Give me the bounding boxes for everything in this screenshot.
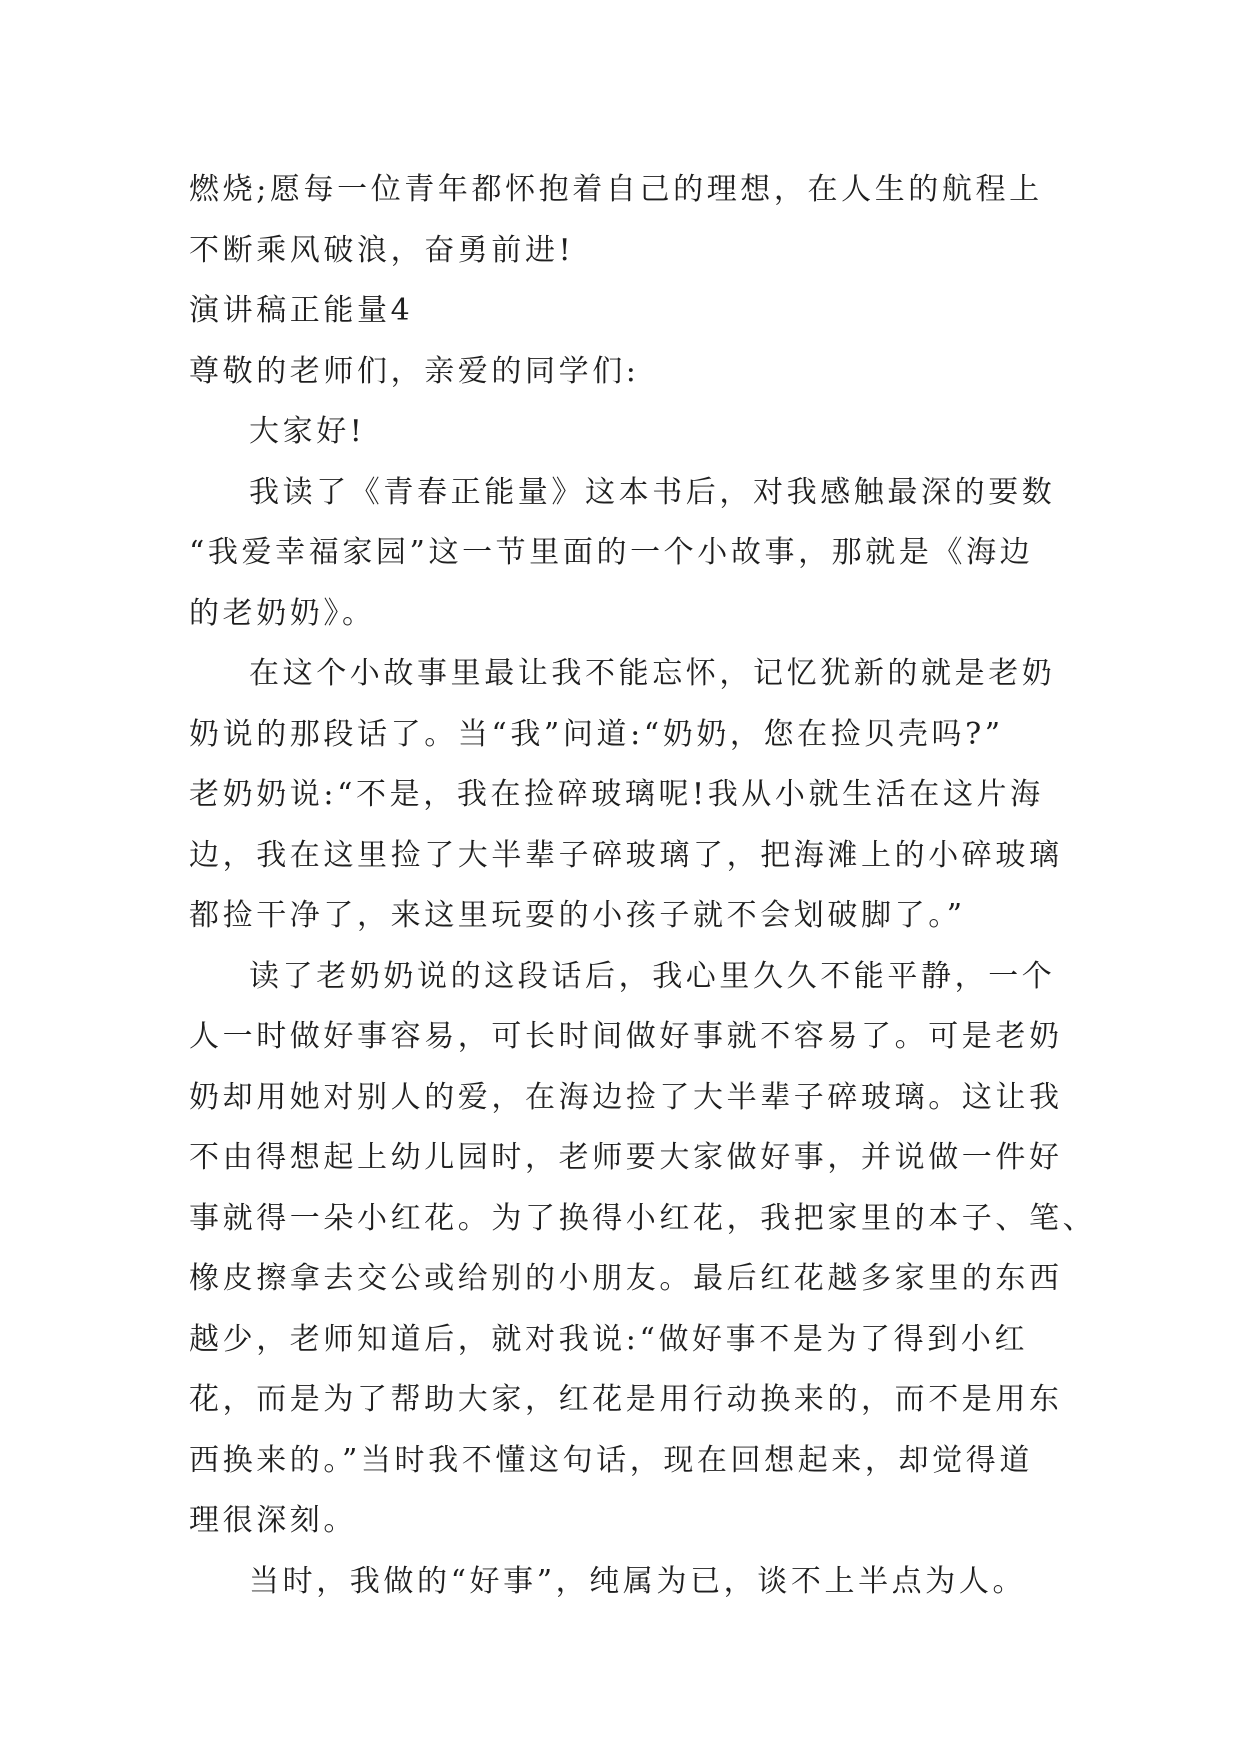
paragraph xyxy=(189,342,1051,403)
text-line: 演讲稿正能量4 xyxy=(189,293,414,328)
text-line: 老奶奶说:“不是，我在捡碎玻璃呢!我从小就生活在这片海 xyxy=(189,777,1044,812)
text-line: 的老奶奶》。 xyxy=(189,595,376,631)
text-line: 越少，老师知道后，就对我说:“做好事不是为了得到小红 xyxy=(189,1321,1029,1357)
text-line: 都捡干净了，来这里玩耍的小孩子就不会划破脚了。” xyxy=(189,898,966,933)
paragraph xyxy=(189,160,1051,281)
text-line: 橡皮擦拿去交公或给别的小朋友。最后红花越多家里的东西 xyxy=(189,1261,1063,1296)
text-line: 奶说的那段话了。当“我”问道:“奶奶，您在捡贝壳吗?” xyxy=(189,716,1004,752)
paragraph xyxy=(189,1552,1051,1613)
text-line: 理很深刻。 xyxy=(189,1503,357,1538)
text-line: 西换来的。”当时我不懂这句话，现在回想起来，却觉得道 xyxy=(189,1442,1033,1478)
paragraph xyxy=(189,402,1051,463)
text-line: 我读了《青春正能量》这本书后，对我感触最深的要数 xyxy=(249,474,1056,510)
text-line: 不由得想起上幼儿园时，老师要大家做好事，并说做一件好 xyxy=(189,1140,1063,1175)
text-line: 人一时做好事容易，可长时间做好事就不容易了。可是老奶 xyxy=(189,1019,1063,1054)
paragraph xyxy=(189,947,1097,1552)
paragraph xyxy=(189,281,1051,342)
text-line: 燃烧;愿每一位青年都怀抱着自己的理想，在人生的航程上 xyxy=(189,172,1043,207)
text-line: 边，我在这里捡了大半辈子碎玻璃了，把海滩上的小碎玻璃 xyxy=(189,837,1063,873)
text-line: 不断乘风破浪，奋勇前进! xyxy=(189,232,575,268)
text-line: 当时，我做的“好事”，纯属为已，谈不上半点为人。 xyxy=(249,1563,1027,1599)
text-line: 读了老奶奶说的这段话后，我心里久久不能平静，一个 xyxy=(249,958,1056,994)
paragraph xyxy=(189,463,1056,645)
text-line: 尊敬的老师们，亲爱的同学们: xyxy=(189,353,640,389)
document-body xyxy=(189,160,1097,1612)
text-line: “我爱幸福家园”这一节里面的一个小故事，那就是《海边 xyxy=(189,535,1034,570)
text-line: 大家好! xyxy=(249,414,366,449)
paragraph xyxy=(189,644,1063,947)
text-line: 花，而是为了帮助大家，红花是用行动换来的，而不是用东 xyxy=(189,1382,1063,1417)
text-line: 在这个小故事里最让我不能忘怀，记忆犹新的就是老奶 xyxy=(249,656,1056,691)
text-line: 事就得一朵小红花。为了换得小红花，我把家里的本子、笔、 xyxy=(189,1200,1097,1236)
text-line: 奶却用她对别人的爱，在海边捡了大半辈子碎玻璃。这让我 xyxy=(189,1079,1063,1115)
